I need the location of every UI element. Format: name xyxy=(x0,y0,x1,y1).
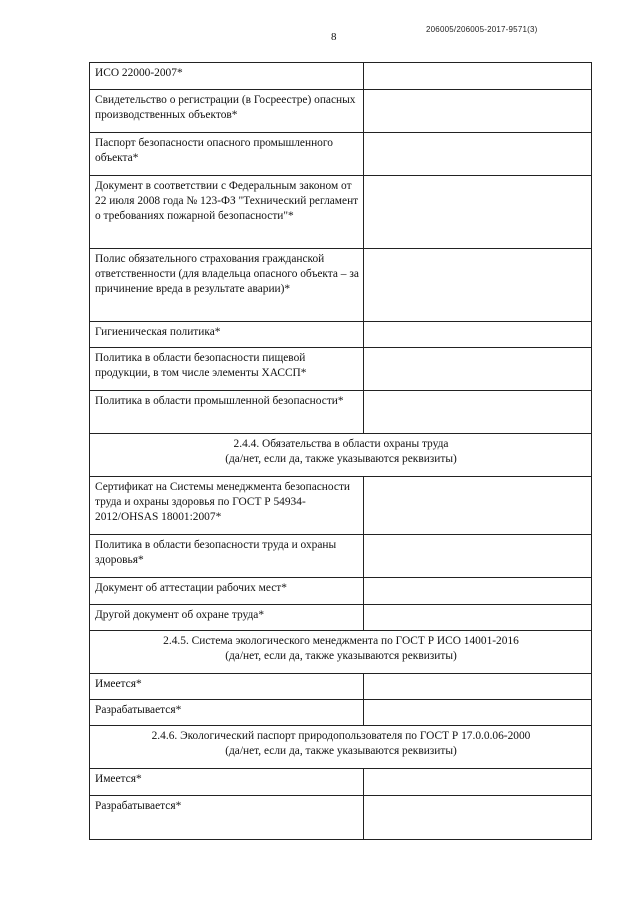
row-label: Разрабатывается* xyxy=(90,796,364,840)
table-row xyxy=(90,674,592,700)
form-table xyxy=(89,62,592,840)
table-row xyxy=(90,477,592,535)
row-label: Имеется* xyxy=(90,674,364,700)
table-row xyxy=(90,322,592,348)
section-note: (да/нет, если да, также указываются реквизиты) xyxy=(225,650,457,662)
section-heading-2-4-6 xyxy=(90,726,592,769)
table-row xyxy=(90,796,592,840)
row-value[interactable] xyxy=(364,605,592,631)
row-label: Политика в области безопасности пищевой продукции, в том числе элементы ХАССП* xyxy=(90,348,364,391)
table-row xyxy=(90,63,592,90)
section-title: 2.4.4. Обязательства в области охраны труда xyxy=(233,438,449,450)
section-heading-2-4-5 xyxy=(90,631,592,674)
row-label: ИСО 22000-2007* xyxy=(90,63,364,90)
row-label: Сертификат на Системы менеджмента безопасности труда и охраны здоровья по ГОСТ Р 54934-2012/OHSAS 18001:2007* xyxy=(90,477,364,535)
row-value[interactable] xyxy=(364,578,592,605)
table-row xyxy=(90,348,592,391)
row-label: Паспорт безопасности опасного промышленного объекта* xyxy=(90,133,364,176)
section-title: 2.4.6. Экологический паспорт природопользователя по ГОСТ Р 17.0.0.06-2000 xyxy=(151,730,531,742)
row-value[interactable] xyxy=(364,348,592,391)
table-row xyxy=(90,700,592,726)
row-label: Документ об аттестации рабочих мест* xyxy=(90,578,364,605)
table-row xyxy=(90,90,592,133)
section-header-row xyxy=(90,726,592,769)
section-header-row xyxy=(90,434,592,477)
row-label: Полис обязательного страхования гражданской ответственности (для владельца опасного объекта – за причинение вреда в результате аварии)* xyxy=(90,249,364,322)
row-label: Другой документ об охране труда* xyxy=(90,605,364,631)
row-label: Документ в соответствии с Федеральным законом от 22 июля 2008 года № 123-ФЗ "Технический регламент о требованиях пожарной безопасности"* xyxy=(90,176,364,249)
row-label: Политика в области промышленной безопасности* xyxy=(90,391,364,434)
section-note: (да/нет, если да, также указываются реквизиты) xyxy=(225,453,457,465)
row-label: Политика в области безопасности труда и охраны здоровья* xyxy=(90,535,364,578)
row-value[interactable] xyxy=(364,674,592,700)
row-value[interactable] xyxy=(364,391,592,434)
row-label: Разрабатывается* xyxy=(90,700,364,726)
row-value[interactable] xyxy=(364,322,592,348)
row-value[interactable] xyxy=(364,249,592,322)
table-row xyxy=(90,535,592,578)
table-row xyxy=(90,249,592,322)
row-value[interactable] xyxy=(364,769,592,796)
row-value[interactable] xyxy=(364,700,592,726)
row-value[interactable] xyxy=(364,796,592,840)
table-row xyxy=(90,133,592,176)
table-row xyxy=(90,578,592,605)
row-label: Имеется* xyxy=(90,769,364,796)
row-value[interactable] xyxy=(364,477,592,535)
section-header-row xyxy=(90,631,592,674)
row-label: Свидетельство о регистрации (в Госреестре) опасных производственных объектов* xyxy=(90,90,364,133)
table-row xyxy=(90,769,592,796)
row-value[interactable] xyxy=(364,63,592,90)
table-row xyxy=(90,391,592,434)
row-value[interactable] xyxy=(364,133,592,176)
page-number: 8 xyxy=(331,31,337,43)
section-heading-2-4-4 xyxy=(90,434,592,477)
row-value[interactable] xyxy=(364,176,592,249)
document-id: 206005/206005-2017-9571(3) xyxy=(426,25,538,34)
row-label: Гигиеническая политика* xyxy=(90,322,364,348)
row-value[interactable] xyxy=(364,90,592,133)
table-row xyxy=(90,605,592,631)
table-row xyxy=(90,176,592,249)
section-title: 2.4.5. Система экологического менеджмента по ГОСТ Р ИСО 14001-2016 xyxy=(163,635,519,647)
section-note: (да/нет, если да, также указываются реквизиты) xyxy=(225,745,457,757)
row-value[interactable] xyxy=(364,535,592,578)
